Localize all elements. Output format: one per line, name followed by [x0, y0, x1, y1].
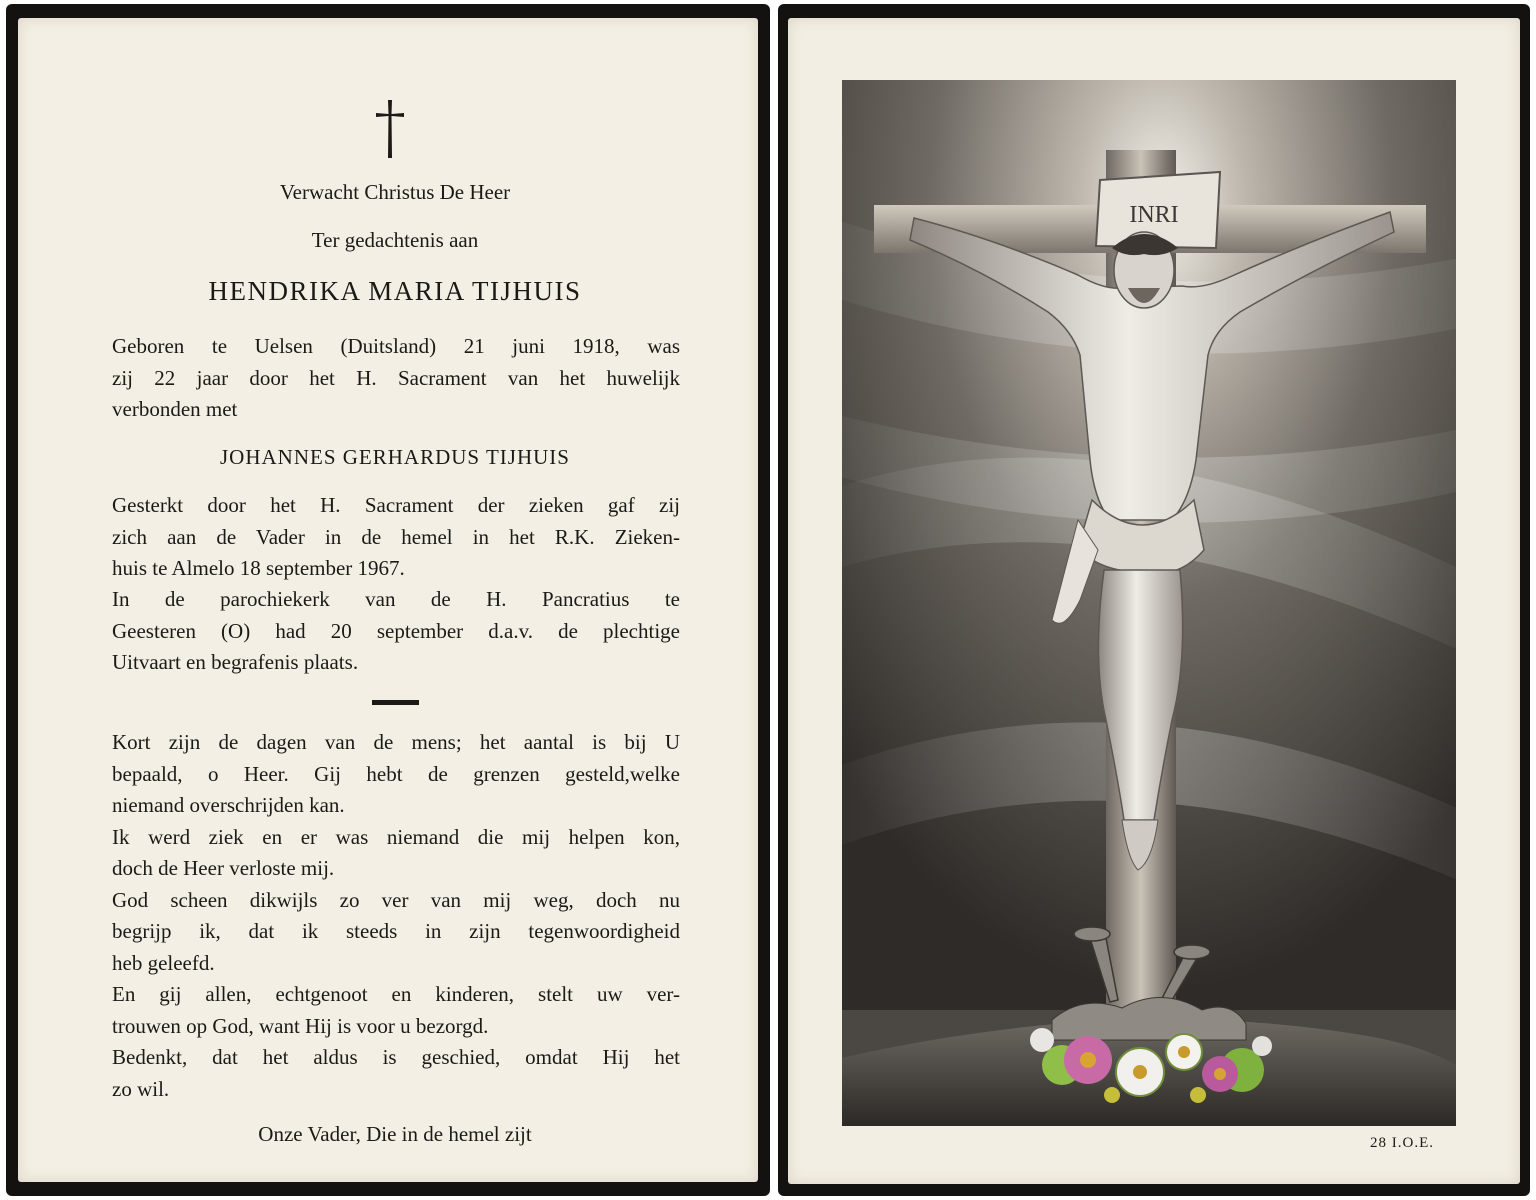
- closing-prayer: Onze Vader, Die in de hemel zijt: [258, 1122, 532, 1146]
- cross-icon: [375, 100, 405, 158]
- text-line: zij 22 jaar door het H. Sacrament van het huwelijk: [112, 365, 680, 390]
- text-line: doch de Heer verloste mij.: [112, 856, 335, 880]
- text-line: En gij allen, echtgenoot en kinderen, stelt uw ver-: [112, 982, 680, 1006]
- text-line: Ik werd ziek en er was niemand die mij helpen kon,: [112, 824, 680, 849]
- text-line: verbonden met: [112, 397, 238, 421]
- spouse-name: JOHANNES GERHARDUS TIJHUIS: [220, 445, 570, 469]
- text-line: zo wil.: [112, 1076, 170, 1101]
- text-line: niemand overschrijden kan.: [112, 793, 345, 817]
- text-line: Geesteren (O) had 20 september d.a.v. de plechtige: [112, 618, 680, 643]
- text-line: heb geleefd.: [112, 950, 215, 975]
- titulus-text: INRI: [1129, 202, 1179, 228]
- text-line: In de parochiekerk van de H. Pancratius te: [112, 587, 680, 611]
- text-line: Bedenkt, dat het aldus is geschied, omdat Hij het: [112, 1045, 680, 1069]
- death-paragraph: [112, 490, 680, 585]
- text-line: God scheen dikwijls zo ver van mij weg, doch nu: [112, 887, 680, 912]
- text-line: begrijp ik, dat ik steeds in zijn tegenwoordigheid: [112, 919, 680, 943]
- separator-dash: [372, 700, 419, 705]
- text-line: trouwen op God, want Hij is voor u bezorgd.: [112, 1013, 489, 1038]
- text-line: huis te Almelo 18 september 1967.: [112, 556, 405, 580]
- verse-block: [112, 727, 680, 1105]
- printer-code: 28 I.O.E.: [1370, 1135, 1434, 1151]
- heading: Verwacht Christus De Heer: [279, 180, 511, 204]
- deceased-name: HENDRIKA MARIA TIJHUIS: [208, 276, 582, 306]
- crucifixion-illustration: [842, 80, 1456, 1126]
- text-line: Geboren te Uelsen (Duitsland) 21 juni 1918, was: [112, 334, 680, 358]
- text-line: Uitvaart en begrafenis plaats.: [112, 650, 359, 674]
- funeral-paragraph: [112, 584, 680, 679]
- birth-paragraph: [112, 331, 680, 426]
- text-line: Gesterkt door het H. Sacrament der zieken gaf zij: [112, 493, 680, 517]
- text-line: bepaald, o Heer. Gij hebt de grenzen gesteld,welke: [112, 761, 680, 786]
- memory-line: Ter gedachtenis aan: [311, 228, 479, 252]
- text-line: Kort zijn de dagen van de mens; het aantal is bij U: [112, 730, 680, 754]
- text-line: zich aan de Vader in de hemel in het R.K. Zieken-: [112, 524, 680, 549]
